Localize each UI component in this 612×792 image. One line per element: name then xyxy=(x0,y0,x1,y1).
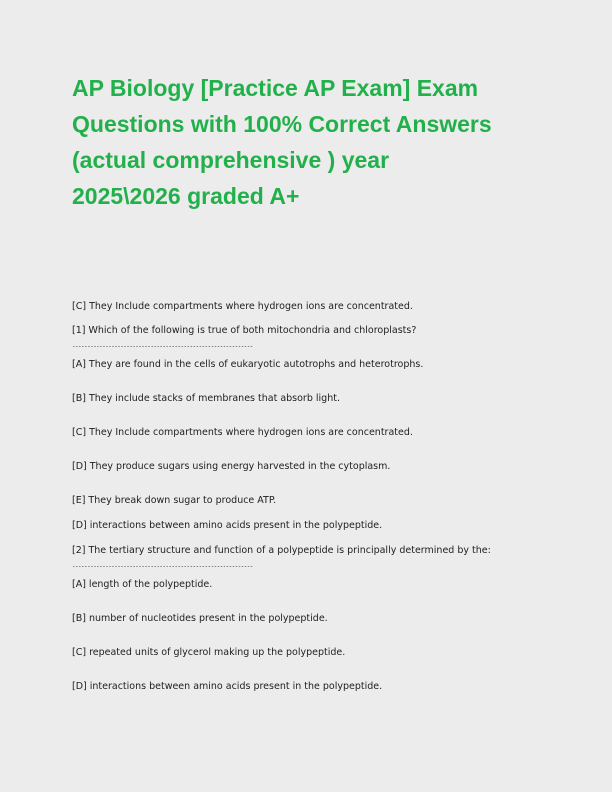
question-1-option-b: [B] They include stacks of membranes that absorb light. xyxy=(72,393,340,404)
question-2-answer: [D] interactions between amino acids present in the polypeptide. xyxy=(72,520,383,531)
question-1-option-c: [C] They Include compartments where hydrogen ions are concentrated. xyxy=(72,427,413,438)
question-1-option-a: [A] They are found in the cells of eukaryotic autotrophs and heterotrophs. xyxy=(72,359,424,370)
question-1-option-e: [E] They break down sugar to produce ATP. xyxy=(72,495,277,506)
title-line: (actual comprehensive ) year xyxy=(72,147,390,173)
title-line: AP Biology [Practice AP Exam] Exam xyxy=(72,75,479,101)
title-line: 2025\2026 graded A+ xyxy=(72,183,300,209)
question-1-divider: ------------------------------------------------------------ xyxy=(72,343,253,350)
question-1-answer: [C] They Include compartments where hydrogen ions are concentrated. xyxy=(72,301,413,312)
title-line: Questions with 100% Correct Answers xyxy=(72,111,492,137)
question-1-option-d: [D] They produce sugars using energy harvested in the cytoplasm. xyxy=(72,461,391,472)
question-2-option-b: [B] number of nucleotides present in the polypeptide. xyxy=(72,613,328,624)
question-1-text: [1] Which of the following is true of both mitochondria and chloroplasts? xyxy=(72,325,417,336)
question-2-option-d: [D] interactions between amino acids present in the polypeptide. xyxy=(72,681,383,692)
document-title xyxy=(72,70,552,214)
question-2-divider: ------------------------------------------------------------ xyxy=(72,563,253,570)
question-2-text: [2] The tertiary structure and function of a polypeptide is principally determined by the: xyxy=(72,545,491,556)
question-2-option-c: [C] repeated units of glycerol making up the polypeptide. xyxy=(72,647,346,658)
question-2-option-a: [A] length of the polypeptide. xyxy=(72,579,213,590)
